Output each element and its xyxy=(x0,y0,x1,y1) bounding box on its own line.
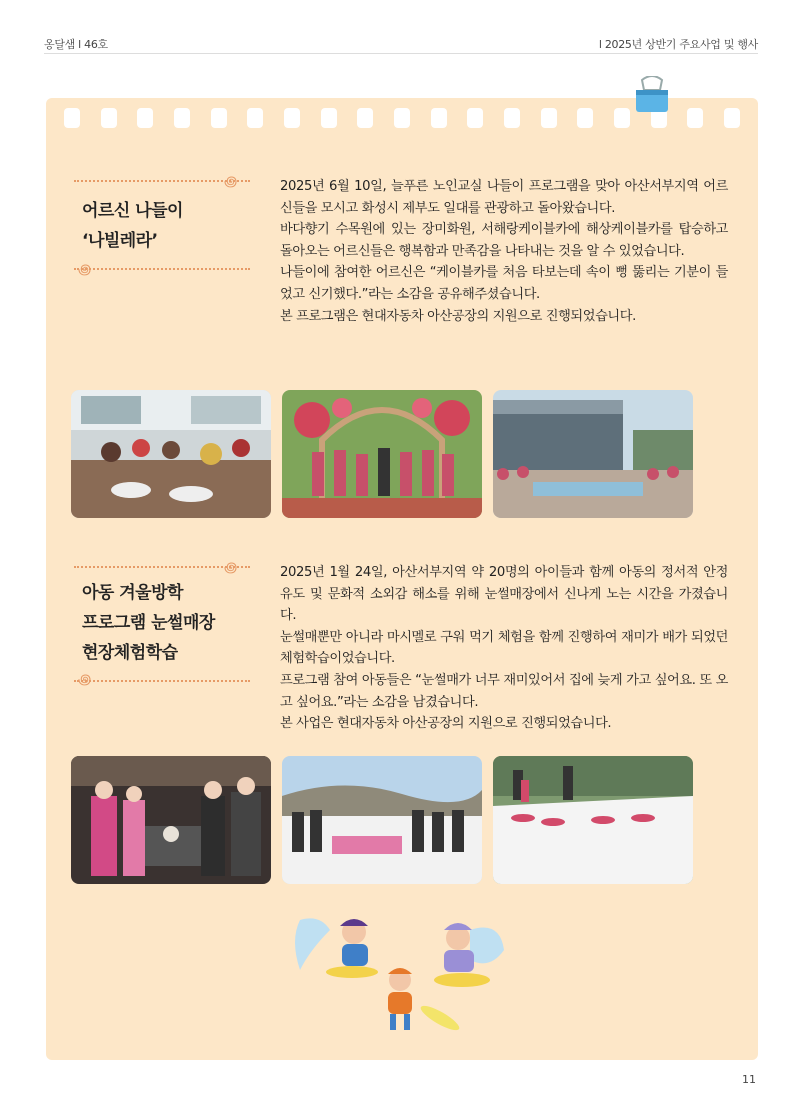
section1-title-line1: 어르신 나들이 xyxy=(82,201,183,221)
page-number: 11 xyxy=(742,1073,756,1086)
section2-title-line1: 아동 겨울방학 xyxy=(82,583,183,603)
dotted-divider-bottom xyxy=(74,680,250,682)
photo-marshmallow-roasting xyxy=(71,756,271,884)
header-divider xyxy=(44,53,758,54)
dotted-divider-bottom xyxy=(74,268,250,270)
section2-title-block xyxy=(74,558,254,698)
swirl-icon: ꩜ xyxy=(224,560,238,576)
kids-sledding-illustration xyxy=(290,910,510,1040)
section2-paragraph: 2025년 1월 24일, 아산서부지역 약 20명의 아이들과 함께 아동의 정서적 안정 유도 및 문화적 소외감 해소를 위해 눈썰매장에서 신나게 노는 시간을 가졌습니다. xyxy=(280,565,728,624)
photo-rose-garden-group xyxy=(282,390,482,518)
swirl-icon: ꩜ xyxy=(78,262,92,278)
swirl-icon: ꩜ xyxy=(78,672,92,688)
section1-paragraph: 2025년 6월 10일, 늘푸른 노인교실 나들이 프로그램을 맞아 아산서부지역 어르신들을 모시고 화성시 제부도 일대를 관광하고 돌아왔습니다. xyxy=(280,179,728,216)
photo-sledding-kids xyxy=(493,756,693,884)
section1-title-line2: ‘나빌레라’ xyxy=(82,231,158,251)
section1-paragraph: 본 프로그램은 현대자동차 아산공장의 지원으로 진행되었습니다. xyxy=(280,308,636,324)
photo-restaurant-meal xyxy=(71,390,271,518)
section2-title-line3: 현장체험학습 xyxy=(82,643,178,663)
binder-clip-icon xyxy=(632,76,672,116)
section2-title-line2: 프로그램 눈썰매장 xyxy=(82,613,215,633)
header-right: l 2025년 상반기 주요사업 및 행사 xyxy=(598,38,758,51)
header-left: 옹달샘 l 46호 xyxy=(44,38,108,51)
section1-body xyxy=(280,176,728,327)
section2-paragraph: 프로그램 참여 아동들은 “눈썰매가 너무 재미있어서 집에 늦게 가고 싶어요. 또 오고 싶어요.”라는 소감을 남겼습니다. xyxy=(280,672,728,710)
swirl-icon: ꩜ xyxy=(224,174,238,190)
section1-paragraph: 나들이에 참여한 어르신은 “케이블카를 처음 타보는데 속이 뻥 뚫리는 기분이 들었고 신기했다.”라는 소감을 공유해주셨습니다. xyxy=(280,265,728,302)
section2-paragraph: 눈썰매뿐만 아니라 마시멜로 구워 먹기 체험을 함께 진행하여 재미가 배가 되었던 체험학습이었습니다. xyxy=(280,629,728,667)
photo-cable-car-station-group xyxy=(493,390,693,518)
photo-sled-park-group xyxy=(282,756,482,884)
section2-body xyxy=(280,562,728,735)
section1-paragraph: 바다향기 수목원에 있는 장미화원, 서해랑케이블카에 해상케이블카를 탑승하고 돌아오는 어르신들은 행복함과 만족감을 나타내는 것을 알 수 있었습니다. xyxy=(280,222,728,259)
section1-title-block xyxy=(74,172,254,282)
section2-paragraph: 본 사업은 현대자동차 아산공장의 지원으로 진행되었습니다. xyxy=(280,716,612,732)
